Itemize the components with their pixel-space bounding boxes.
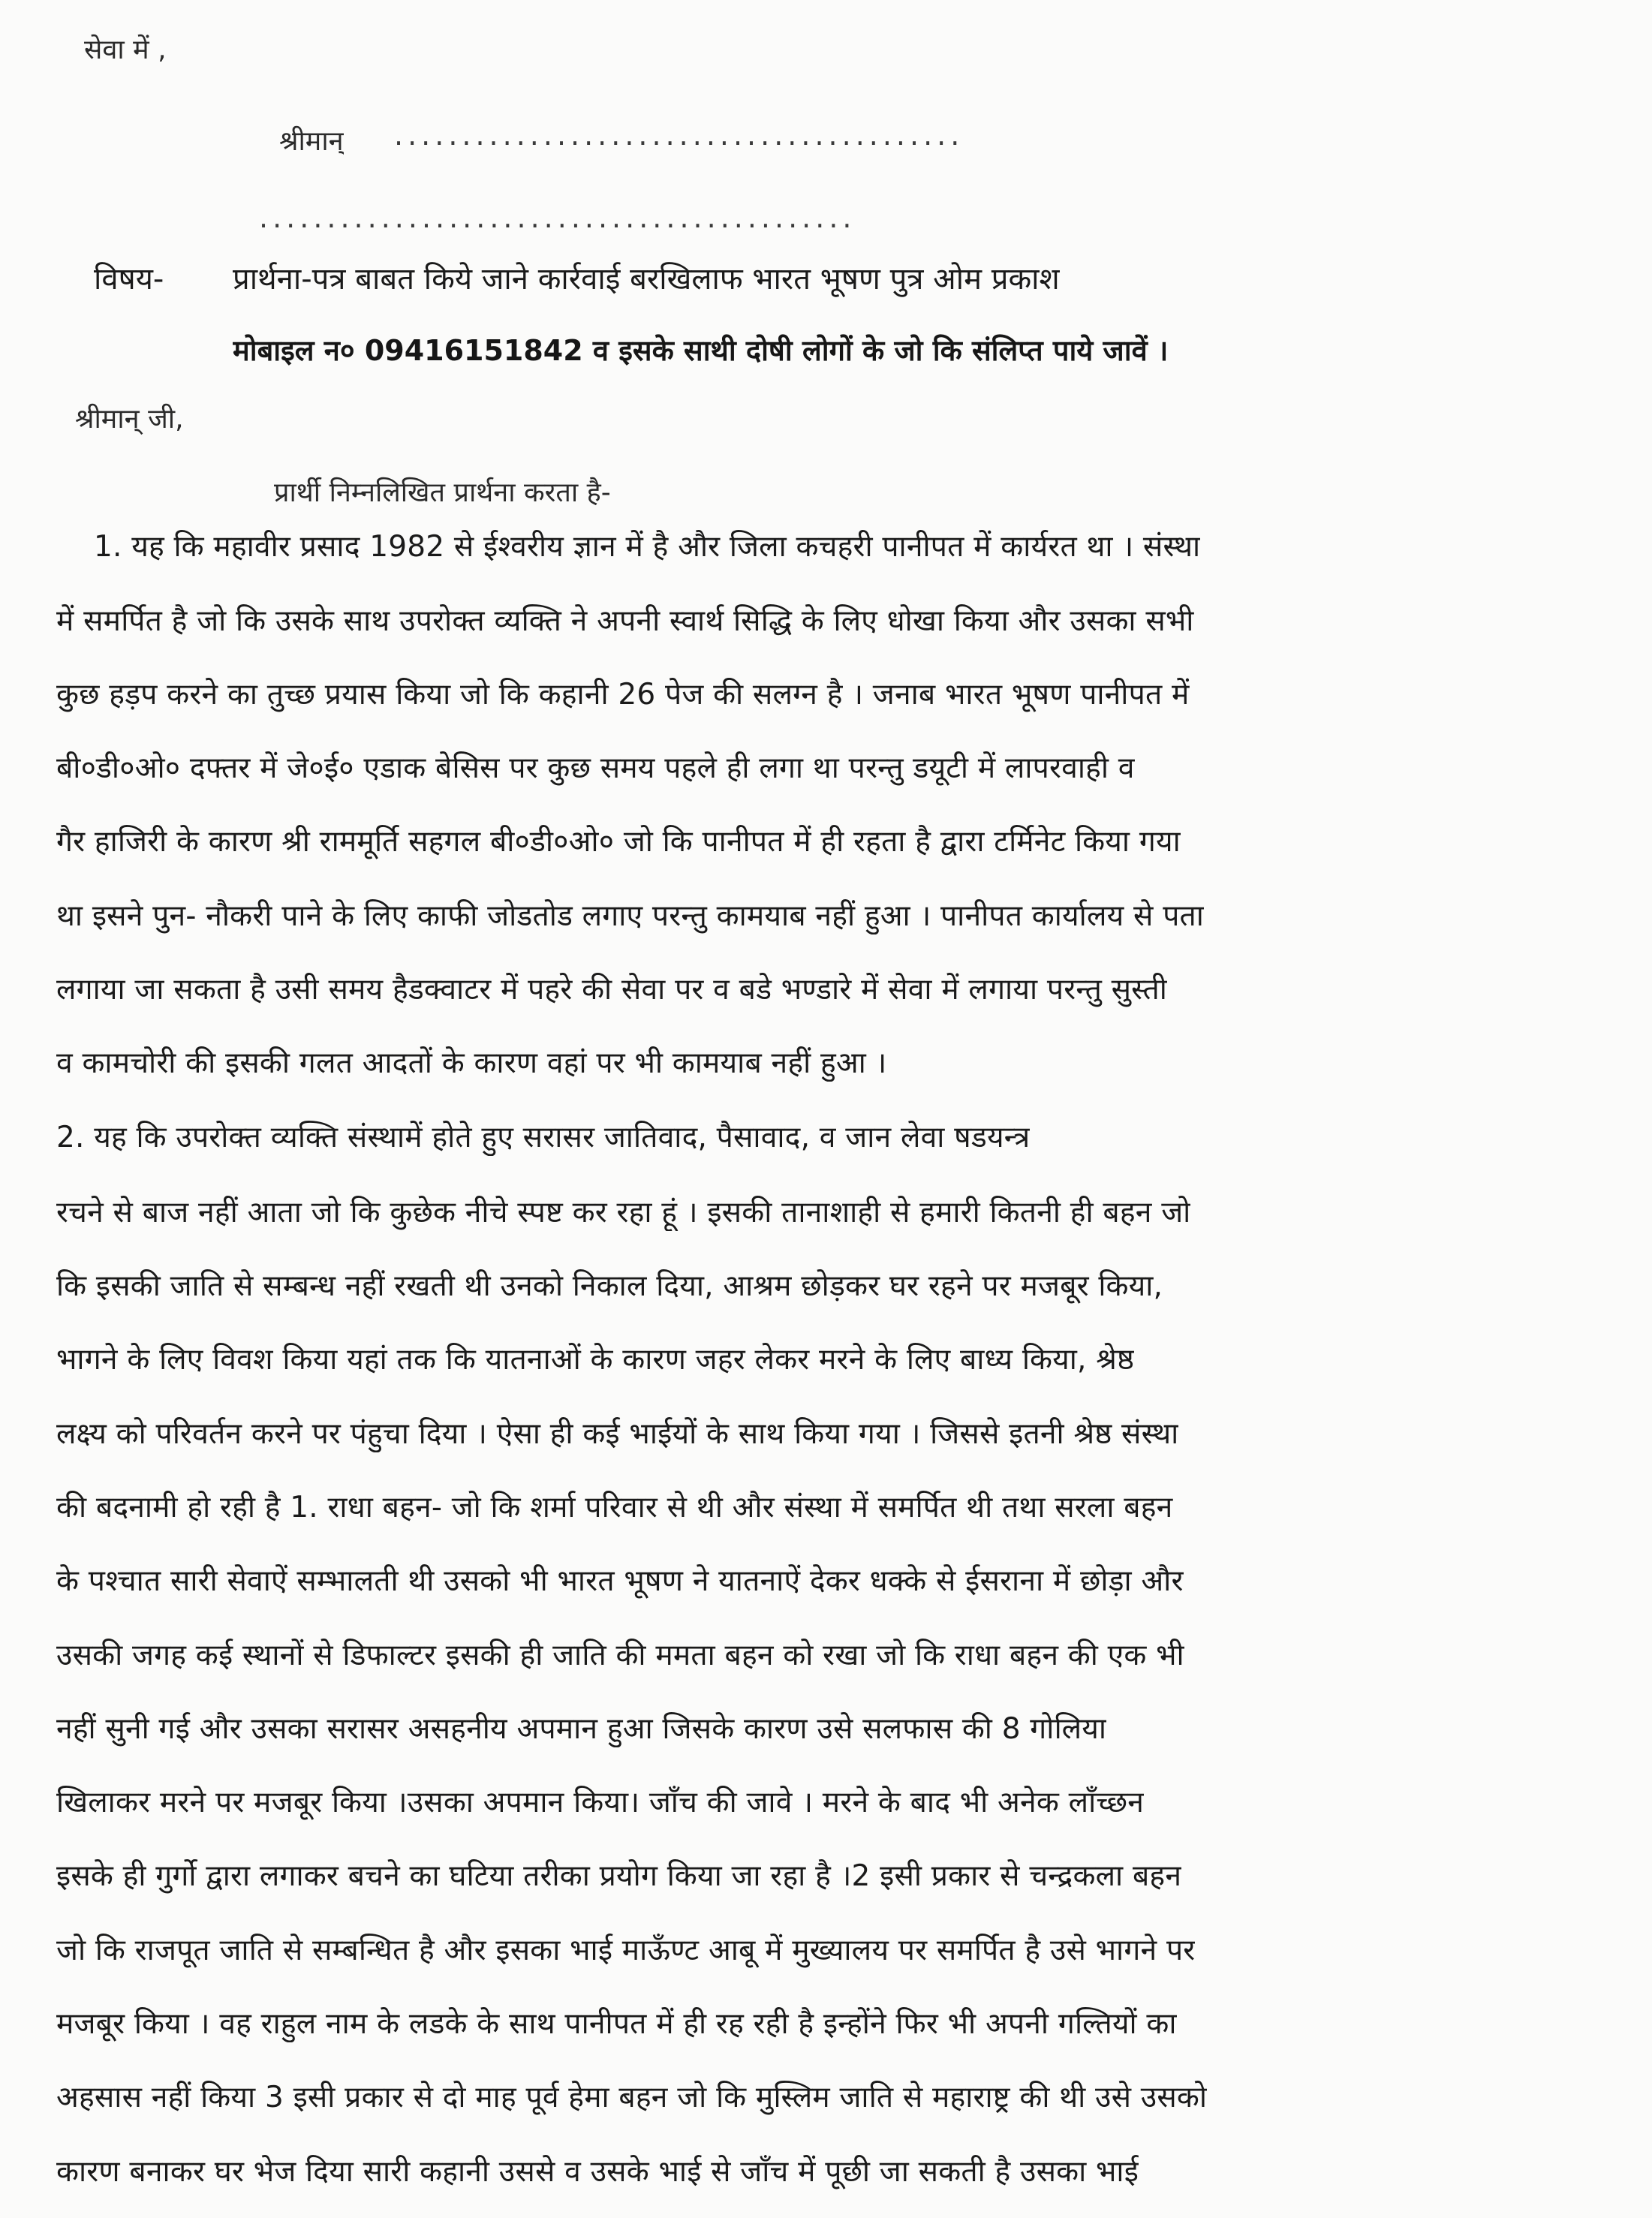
body-line-3: कुछ हड़प करने का तुच्छ प्रयास किया जो कि कहानी 26 पेज की सलग्न है । जनाब भारत भूषण पानीपत में	[56, 678, 1190, 712]
subject-line-2: मोबाइल न० 09416151842 व इसके साथी दोषी लोगों के जो कि संलिप्त पाये जावें ।	[233, 334, 1169, 367]
salutation-to: सेवा में ,	[84, 35, 167, 65]
body-line-17: नहीं सुनी गई और उसका सरासर असहनीय अपमान हुआ जिसके कारण उसे सलफास की 8 गोलिया	[56, 1712, 1107, 1746]
body-line-9: 2. यह कि उपरोक्त व्यक्ति संस्थामें होते हुए सरासर जातिवाद, पैसावाद, व जान लेवा षडयन्त्र	[56, 1121, 1031, 1154]
body-line-22: अहसास नहीं किया 3 इसी प्रकार से दो माह पूर्व हेमा बहन जो कि मुस्लिम जाति से महाराष्ट्र की थी उसे उसको	[56, 2081, 1208, 2114]
body-line-5: गैर हाजिरी के कारण श्री राममूर्ति सहगल बी०डी०ओ० जो कि पानीपत में ही रहता है द्वारा टर्मिनेट किया गया	[56, 825, 1181, 859]
subject-label: विषय-	[94, 262, 164, 296]
body-line-12: भागने के लिए विवश किया यहां तक कि यातनाओं के कारण जहर लेकर मरने के लिए बाध्य किया, श्रेष्ठ	[56, 1343, 1135, 1377]
subject-line-1: प्रार्थना-पत्र बाबत किये जाने कार्रवाई बरखिलाफ भारत भूषण पुत्र ओम प्रकाश	[233, 262, 1060, 296]
body-line-1: 1. यह कि महावीर प्रसाद 1982 से ईश्वरीय ज्ञान में है और जिला कचहरी पानीपत में कार्यरत था । संस्था	[94, 530, 1201, 564]
body-line-20: जो कि राजपूत जाति से सम्बन्धित है और इसका भाई माऊँण्ट आबू में मुख्यालय पर समर्पित है उसे भागने पर	[56, 1934, 1196, 1967]
body-line-14: की बदनामी हो रही है 1. राधा बहन- जो कि शर्मा परिवार से थी और संस्था में समर्पित थी तथा सरला बहन	[56, 1491, 1173, 1524]
body-line-16: उसकी जगह कई स्थानों से डिफाल्टर इसकी ही जाति की ममता बहन को रखा जो कि राधा बहन की एक भी	[56, 1639, 1184, 1672]
addressee-dots: ..........................................	[394, 119, 964, 152]
body-line-8: व कामचोरी की इसकी गलत आदतों के कारण वहां पर भी कामयाब नहीं हुआ ।	[56, 1046, 887, 1080]
body-line-11: कि इसकी जाति से सम्बन्ध नहीं रखती थी उनको निकाल दिया, आश्रम छोड़कर घर रहने पर मजबूर किया,	[56, 1269, 1163, 1303]
greeting: श्रीमान् जी,	[75, 404, 184, 435]
body-line-21: मजबूर किया । वह राहुल नाम के लडके के साथ पानीपत में ही रह रही है इन्होंने फिर भी अपनी गल्तियों का	[56, 2007, 1177, 2041]
address-dots: ............................................	[259, 201, 856, 234]
body-line-6: था इसने पुन- नौकरी पाने के लिए काफी जोडतोड लगाए परन्तु कामयाब नहीं हुआ । पानीपत कार्यालय से पता	[56, 899, 1205, 933]
body-line-2: में समर्पित है जो कि उसके साथ उपरोक्त व्यक्ति ने अपनी स्वार्थ सिद्धि के लिए धोखा किया और उसका सभी	[56, 604, 1194, 638]
body-line-18: खिलाकर मरने पर मजबूर किया ।उसका अपमान किया। जाँच की जावे । मरने के बाद भी अनेक लाँच्छन	[56, 1786, 1145, 1819]
body-line-13: लक्ष्य को परिवर्तन करने पर पंहुचा दिया । ऐसा ही कई भाईयों के साथ किया गया । जिससे इतनी श्रेष्ठ संस्था	[56, 1417, 1179, 1451]
body-line-23: कारण बनाकर घर भेज दिया सारी कहानी उससे व उसके भाई से जाँच में पूछी जा सकती है उसका भाई	[56, 2155, 1139, 2189]
addressee-prefix: श्रीमान्	[279, 126, 344, 157]
body-line-7: लगाया जा सकता है उसी समय हैडक्वाटर में पहरे की सेवा पर व बडे भण्डारे में सेवा में लगाया परन्तु सुस्ती	[56, 973, 1168, 1007]
intro-line: प्रार्थी निम्नलिखित प्रार्थना करता है-	[274, 477, 611, 508]
body-line-19: इसके ही गुर्गो द्वारा लगाकर बचने का घटिया तरीका प्रयोग किया जा रहा है ।2 इसी प्रकार से चन्द्रकला बहन	[56, 1859, 1182, 1893]
body-line-4: बी०डी०ओ० दफ्तर में जे०ई० एडाक बेसिस पर कुछ समय पहले ही लगा था परन्तु डयूटी में लापरवाही व	[56, 751, 1135, 785]
body-line-10: रचने से बाज नहीं आता जो कि कुछेक नीचे स्पष्ट कर रहा हूं । इसकी तानाशाही से हमारी कितनी ही बहन जो	[56, 1196, 1191, 1229]
body-line-15: के पश्चात सारी सेवाऐं सम्भालती थी उसको भी भारत भूषण ने यातनाऐं देकर धक्के से ईसराना में छोड़ा और	[56, 1564, 1184, 1598]
